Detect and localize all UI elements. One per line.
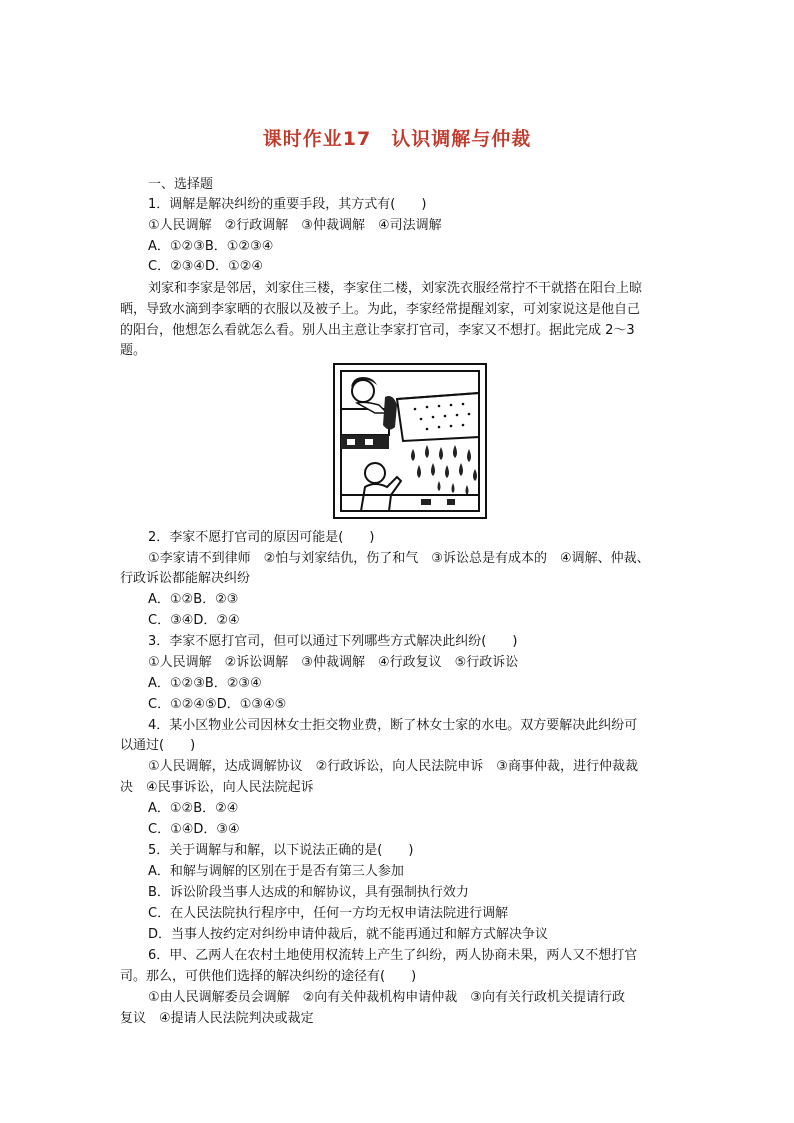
material-line-4: 题。: [120, 343, 147, 358]
material-line-2: 晒，导致水滴到李家晒的衣服以及被子上。为此，李家经常提醒刘家，可刘家说这是他自己: [120, 302, 641, 317]
q6-stem-line-2: 司。那么，可供他们选择的解决纠纷的途径有( ): [120, 969, 417, 984]
section-heading: 一、选择题: [148, 177, 214, 192]
q5-stem: 5．关于调解与和解，以下说法正确的是( ): [148, 843, 414, 858]
q2-options-row1: A．①②B．②③: [148, 592, 239, 607]
q3-stem: 3．李家不愿打官司，但可以通过下列哪些方式解决此纠纷( ): [148, 634, 518, 649]
q5-option-c: C．在人民法院执行程序中，任何一方均无权申请法院进行调解: [148, 906, 509, 921]
q6-items-line-2: 复议 ④提请人民法院判决或裁定: [120, 1011, 314, 1026]
balcony-illustration: [333, 363, 487, 519]
q4-items-line-2: 决 ④民事诉讼，向人民法院起诉: [120, 780, 314, 795]
balcony-illustration-drawing: [335, 365, 485, 517]
q3-options-row1: A．①②③B．②③④: [148, 676, 262, 691]
q4-options-row2: C．①④D．③④: [148, 822, 240, 837]
q2-stem: 2．李家不愿打官司的原因可能是( ): [148, 530, 375, 545]
q2-items-line-1: ①李家请不到律师 ②怕与刘家结仇，伤了和气 ③诉讼总是有成本的 ④调解、仲裁、: [148, 551, 650, 566]
q4-stem-line-2: 以通过( ): [120, 738, 196, 753]
q1-options-row1: A．①②③B．①②③④: [148, 239, 274, 254]
q5-option-a: A．和解与调解的区别在于是否有第三人参加: [148, 864, 404, 879]
q5-option-d: D．当事人按约定对纠纷申请仲裁后，就不能再通过和解方式解决争议: [148, 927, 549, 942]
material-line-3: 的阳台，他想怎么看就怎么看。别人出主意让李家打官司，李家又不想打。据此完成 2～3: [120, 323, 635, 338]
q3-options-row2: C．①②④⑤D．①③④⑤: [148, 697, 287, 712]
q1-stem: 1．调解是解决纠纷的重要手段，其方式有( ): [148, 197, 427, 212]
q3-items: ①人民调解 ②诉讼调解 ③仲裁调解 ④行政复议 ⑤行政诉讼: [148, 655, 519, 670]
q2-options-row2: C．③④D．②④: [148, 613, 240, 628]
q5-option-b: B．诉讼阶段当事人达成的和解协议，具有强制执行效力: [148, 885, 469, 900]
q6-items-line-1: ①由人民调解委员会调解 ②向有关仲裁机构申请仲裁 ③向有关行政机关提请行政: [148, 990, 625, 1005]
q4-stem-line-1: 4．某小区物业公司因林女士拒交物业费，断了林女士家的水电。双方要解决此纠纷可: [148, 718, 638, 733]
q4-options-row1: A．①②B．②④: [148, 801, 239, 816]
q2-items-line-2: 行政诉讼都能解决纠纷: [120, 571, 251, 586]
material-line-1: 刘家和李家是邻居，刘家住三楼，李家住二楼，刘家洗衣服经常拧不干就搭在阳台上晾: [148, 281, 643, 296]
q4-items-line-1: ①人民调解，达成调解协议 ②行政诉讼，向人民法院申诉 ③商事仲裁，进行仲裁裁: [148, 759, 638, 774]
page-title: 课时作业17 认识调解与仲裁: [262, 128, 532, 150]
q1-items: ①人民调解 ②行政调解 ③仲裁调解 ④司法调解: [148, 218, 442, 233]
q1-options-row2: C．②③④D．①②④: [148, 259, 264, 274]
q6-stem-line-1: 6．甲、乙两人在农村土地使用权流转上产生了纠纷，两人协商未果，两人又不想打官: [148, 948, 638, 963]
